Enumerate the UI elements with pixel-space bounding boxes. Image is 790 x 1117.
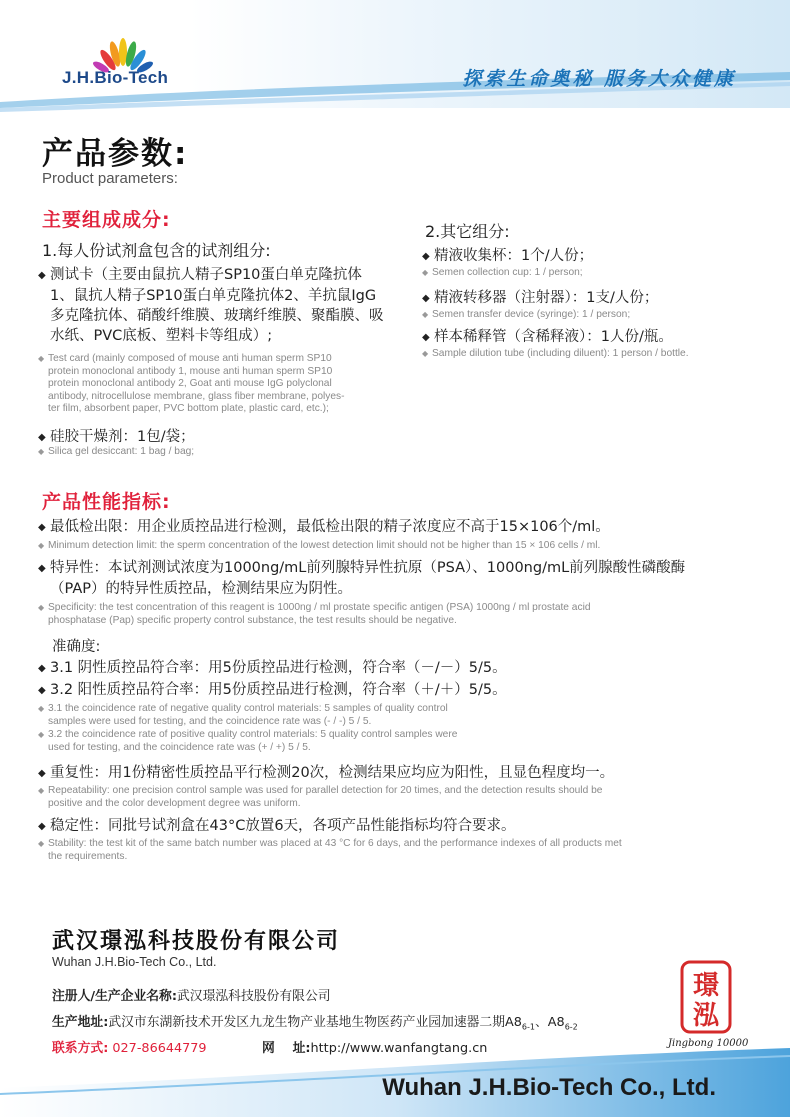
performance-section-title: 产品性能指标: — [42, 491, 171, 513]
bullet-icon: ◆ — [38, 786, 45, 795]
svg-text:璟: 璟 — [692, 971, 720, 1001]
bullet-icon: ◆ — [422, 293, 430, 304]
bullet-icon: ◆ — [38, 522, 46, 533]
test-card-english: ◆ Test card (mainly composed of mouse anti human sperm SP10 protein monoclonal antibody 1, mouse anti human sperm SP10 protein monoclonal antibody 2, Goat anti mouse IgG polyclonal antibody, nitrocellulose membrane, glass fiber membrane, polyes- ter film, absorbent paper, PVC bottom plate, plastic card, etc.); — [38, 353, 345, 414]
accuracy-positive-english: ◆ 3.2 the coincidence rate of positive quality control materials: 5 quality control samples were used for testing, and the coincidence rate was (+ / +) 5 / 5. — [38, 729, 458, 753]
bullet-icon: ◆ — [38, 603, 45, 612]
dilution-tube-english: ◆ Sample dilution tube (including diluent): 1 person / bottle. — [422, 348, 689, 359]
desiccant-english: ◆ Silica gel desiccant: 1 bag / bag; — [38, 446, 195, 457]
footer-company-name: Wuhan J.H.Bio-Tech Co., Ltd. — [382, 1074, 716, 1101]
bullet-icon: ◆ — [422, 251, 430, 262]
repeatability-english: ◆ Repeatability: one precision control sample was used for parallel detection for 20 times, and the detection results should be positive and the color development degree was uniform. — [38, 785, 603, 809]
accuracy-negative-english: ◆ 3.1 the coincidence rate of negative quality control materials: 5 samples of quality control samples were used for testing, and the coincidence rate was (- / -) 5 / 5. — [38, 703, 448, 727]
company-name-en: Wuhan J.H.Bio-Tech Co., Ltd. — [52, 955, 217, 969]
registrant-info: 注册人/生产企业名称:武汉璟泓科技股份有限公司 — [52, 989, 331, 1004]
bullet-icon: ◆ — [38, 704, 45, 713]
phone-number: 027-86644779 — [112, 1041, 207, 1056]
stability-item: ◆ 稳定性：同批号试剂盒在43°C放置6天，各项产品性能指标均符合要求。 — [38, 816, 516, 837]
bullet-icon: ◆ — [38, 685, 46, 696]
bullet-icon: ◆ — [38, 563, 46, 574]
bullet-icon: ◆ — [38, 354, 45, 363]
contact-info: 联系方式: 027-86644779 — [52, 1041, 207, 1056]
website-link[interactable]: http://www.wanfangtang.cn — [310, 1041, 488, 1056]
bullet-icon: ◆ — [38, 768, 46, 779]
accuracy-positive-item: ◆ 3.2 阳性质控品符合率：用5份质控品进行检测，符合率（＋/＋）5/5。 — [38, 680, 507, 701]
company-name-cn: 武汉璟泓科技股份有限公司 — [52, 929, 341, 954]
bullet-icon: ◆ — [38, 541, 45, 550]
bullet-icon: ◆ — [422, 332, 430, 343]
company-seal-icon — [668, 958, 744, 1034]
desiccant-item: ◆ 硅胶干燥剂：1包/袋； — [38, 427, 195, 448]
bullet-icon: ◆ — [38, 839, 45, 848]
collection-cup-item: ◆ 精液收集杯：1个/人份； — [422, 246, 593, 267]
group2-heading: 2.其它组分: — [425, 222, 510, 241]
logo-text: J.H.Bio-Tech — [62, 68, 169, 87]
specificity-item: ◆ 特异性：本试剂测试浓度为1000ng/mL前列腺特异性抗原（PSA）、1000ng/mL前列腺酸性磷酸酶 （PAP）的特异性质控品，检测结果应为阴性。 — [38, 560, 686, 597]
min-detection-item: ◆ 最低检出限：用企业质控品进行检测，最低检出限的精子浓度应不高于15×106个/ml。 — [38, 517, 610, 538]
bullet-icon: ◆ — [38, 663, 46, 674]
collection-cup-english: ◆ Semen collection cup: 1 / person; — [422, 267, 583, 278]
bullet-icon: ◆ — [38, 270, 46, 281]
transfer-device-item: ◆ 精液转移器（注射器）：1支/人份； — [422, 288, 658, 309]
repeatability-item: ◆ 重复性：用1份精密性质控品平行检测20次，检测结果应均应为阳性，且显色程度均一。 — [38, 763, 614, 784]
page-subtitle: Product parameters: — [42, 170, 178, 187]
bullet-icon: ◆ — [38, 432, 46, 443]
bullet-icon: ◆ — [422, 349, 429, 358]
min-detection-english: ◆ Minimum detection limit: the sperm concentration of the lowest detection limit should not be higher than 15 × 106 cells / ml. — [38, 540, 601, 551]
specificity-english: ◆ Specificity: the test concentration of this reagent is 1000ng / ml prostate specific antigen (PSA) 1000ng / ml prostate acid phosphatase (Pap) specific property control substance, the test results should be negative. — [38, 602, 591, 626]
seal-caption: Jingbong 10000 — [668, 1038, 749, 1049]
accuracy-negative-item: ◆ 3.1 阴性质控品符合率：用5份质控品进行检测，符合率（－/－）5/5。 — [38, 658, 507, 679]
composition-section-title: 主要组成成分: — [42, 209, 171, 231]
dilution-tube-item: ◆ 样本稀释管（含稀释液）：1人份/瓶。 — [422, 327, 673, 348]
stability-english: ◆ Stability: the test kit of the same batch number was placed at 43 °C for 6 days, and the performance indexes of all products met the requirements. — [38, 838, 622, 862]
bullet-icon: ◆ — [422, 310, 429, 319]
transfer-device-english: ◆ Semen transfer device (syringe): 1 / person; — [422, 309, 631, 320]
bullet-icon: ◆ — [422, 268, 429, 277]
header-slogan: 探索生命奥秘 服务大众健康 — [462, 68, 736, 90]
accuracy-heading: 准确度: — [52, 639, 101, 655]
bullet-icon: ◆ — [38, 730, 45, 739]
svg-text:泓: 泓 — [692, 1001, 720, 1031]
bullet-icon: ◆ — [38, 821, 46, 832]
test-card-item: ◆ 测试卡（主要由鼠抗人精子SP10蛋白单克隆抗体 1、鼠抗人精子SP10蛋白单克隆抗体2、羊抗鼠IgG 多克隆抗体、硝酸纤维膜、玻璃纤维膜、聚酯膜、吸 水纸、PVC底板、塑料卡等组成）; — [38, 267, 384, 344]
website-info: 网 址:http://www.wanfangtang.cn — [262, 1041, 488, 1056]
bullet-icon: ◆ — [38, 447, 45, 456]
group1-heading: 1.每人份试剂盒包含的试剂组分: — [42, 241, 271, 260]
page-title: 产品参数: — [42, 136, 189, 172]
address-info: 生产地址:武汉市东湖新技术开发区九龙生物产业基地生物医药产业园加速器二期$A8_{6-1}$、$A8_{6-2}$ — [52, 1015, 578, 1032]
